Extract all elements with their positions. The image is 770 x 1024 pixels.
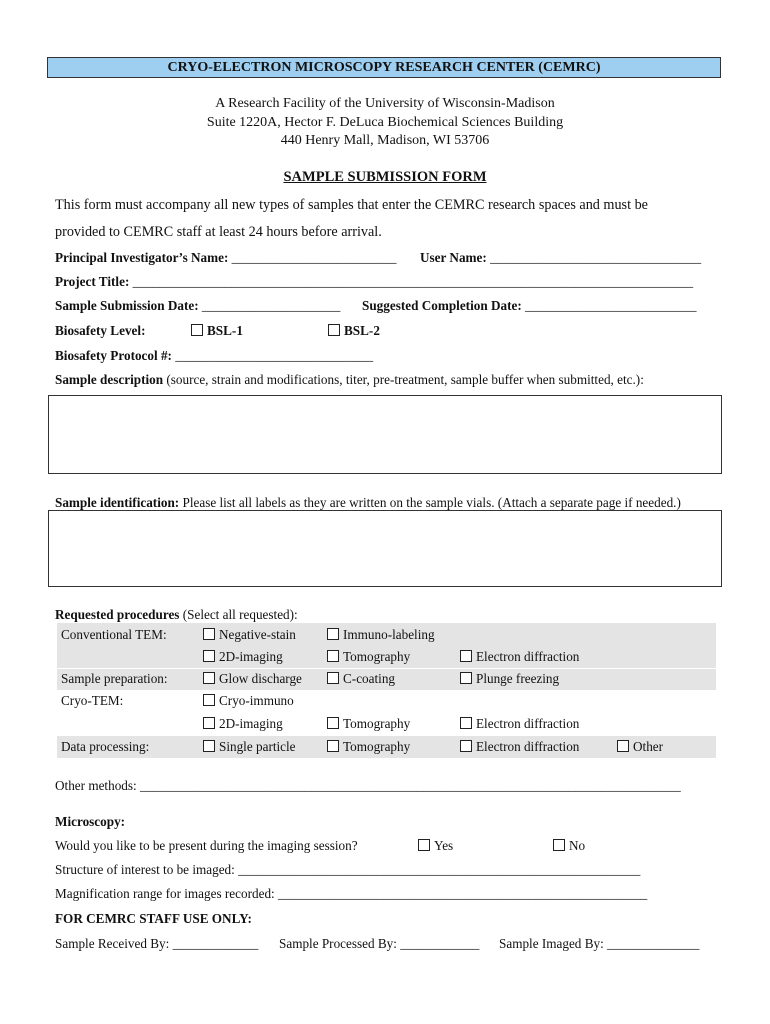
present-yes-checkbox[interactable] [418,839,430,851]
other-option[interactable] [617,739,663,755]
cryo-electron-diffraction-option[interactable] [460,716,579,732]
bsl-1-label: BSL-1 [207,323,243,338]
received-by-field[interactable] [55,936,258,952]
sample-preparation-label: Sample preparation: [61,671,168,686]
microscopy-heading: Microscopy: [55,814,126,829]
intro-line-1: This form must accompany all new types of samples that enter the CEMRC research spaces and must be [55,197,648,213]
sample-description-box[interactable] [48,395,722,474]
address-line-1: Suite 1220A, Hector F. DeLuca Biochemical Sciences Building [206,115,564,130]
single-particle-option[interactable] [203,739,296,755]
sample-description-label: Sample description [55,372,164,387]
dp-tomography-label: Tomography [343,739,411,754]
cryo-2d-imaging-checkbox[interactable] [203,717,215,729]
plunge-freezing-label: Plunge freezing [476,671,560,686]
intro-line-2: provided to CEMRC staff at least 24 hours before arrival. [55,224,382,240]
sample-identification-prompt [55,495,681,511]
conv-2d-imaging-label: 2D-imaging [219,649,283,664]
address-line-2: 440 Henry Mall, Madison, WI 53706 [280,133,490,148]
bsl-2-option[interactable] [328,323,380,339]
sample-identification-hint: Please list all labels as they are written on the sample vials. (Attach a separate page if needed.) [182,495,681,510]
other-methods-blank[interactable]: __________________________________________________________________________________ [139,778,681,793]
center-banner: CRYO-ELECTRON MICROSCOPY RESEARCH CENTER (CEMRC) [47,57,721,78]
single-particle-checkbox[interactable] [203,740,215,752]
negative-stain-checkbox[interactable] [203,628,215,640]
processed-by-label: Sample Processed By: [279,936,397,951]
pi-name-blank[interactable]: _________________________ [231,250,397,265]
conv-electron-diffraction-checkbox[interactable] [460,650,472,662]
conventional-tem-label: Conventional TEM: [61,627,167,642]
plunge-freezing-checkbox[interactable] [460,672,472,684]
conv-electron-diffraction-label: Electron diffraction [476,649,580,664]
immuno-labeling-checkbox[interactable] [327,628,339,640]
c-coating-option[interactable] [327,671,395,687]
cryo-2d-imaging-option[interactable] [203,716,283,732]
dp-electron-diffraction-label: Electron diffraction [476,739,580,754]
pi-name-field[interactable] [55,250,397,266]
glow-discharge-label: Glow discharge [219,671,302,686]
requested-procedures-label: Requested procedures [55,607,180,622]
cryo-electron-diffraction-checkbox[interactable] [460,717,472,729]
bsl-2-label: BSL-2 [344,323,380,338]
dp-electron-diffraction-checkbox[interactable] [460,740,472,752]
immuno-labeling-label: Immuno-labeling [343,627,435,642]
dp-tomography-option[interactable] [327,739,410,755]
conv-2d-imaging-option[interactable] [203,649,283,665]
present-no-option[interactable] [553,838,585,854]
bsl-1-checkbox[interactable] [191,324,203,336]
user-name-label: User Name: [420,250,487,265]
pi-name-label: Principal Investigator’s Name: [55,250,229,265]
user-name-field[interactable] [420,250,701,266]
immuno-labeling-option[interactable] [327,627,435,643]
biosafety-protocol-label: Biosafety Protocol #: [55,348,172,363]
sample-description-prompt [55,372,644,388]
processed-by-blank[interactable]: ____________ [400,936,480,951]
structure-label: Structure of interest to be imaged: [55,862,235,877]
magnification-field[interactable] [55,886,715,902]
other-label: Other [633,739,664,754]
plunge-freezing-option[interactable] [460,671,559,687]
conv-electron-diffraction-option[interactable] [460,649,579,665]
cryo-electron-diffraction-label: Electron diffraction [476,716,580,731]
affiliation-line: A Research Facility of the University of Wisconsin-Madison [215,96,555,111]
other-checkbox[interactable] [617,740,629,752]
bsl-2-checkbox[interactable] [328,324,340,336]
c-coating-label: C-coating [343,671,396,686]
imaged-by-blank[interactable]: ______________ [607,936,700,951]
dp-tomography-checkbox[interactable] [327,740,339,752]
received-by-label: Sample Received By: [55,936,170,951]
present-question: Would you like to be present during the imaging session? [55,838,358,853]
project-title-field[interactable] [55,274,715,290]
other-methods-label: Other methods: [55,778,137,793]
single-particle-label: Single particle [219,739,296,754]
imaged-by-label: Sample Imaged By: [499,936,604,951]
conv-tomography-label: Tomography [343,649,411,664]
imaged-by-field[interactable] [499,936,699,952]
negative-stain-label: Negative-stain [219,627,296,642]
completion-date-label: Suggested Completion Date: [362,298,522,313]
glow-discharge-checkbox[interactable] [203,672,215,684]
cryo-tem-label: Cryo-TEM: [61,693,124,708]
cryo-tomography-checkbox[interactable] [327,717,339,729]
cryo-tomography-label: Tomography [343,716,411,731]
structure-field[interactable] [55,862,715,878]
bsl-1-option[interactable] [191,323,243,339]
other-methods-field[interactable] [55,778,715,794]
completion-date-blank[interactable]: __________________________ [525,298,697,313]
sample-identification-label: Sample identification: [55,495,180,510]
biosafety-protocol-field[interactable] [55,348,373,364]
conv-2d-imaging-checkbox[interactable] [203,650,215,662]
received-by-blank[interactable]: _____________ [172,936,259,951]
project-title-blank[interactable]: _____________________________________________________________________________________ [132,274,694,289]
cryo-immuno-checkbox[interactable] [203,694,215,706]
submission-date-blank[interactable]: _____________________ [201,298,341,313]
c-coating-checkbox[interactable] [327,672,339,684]
conv-tomography-checkbox[interactable] [327,650,339,662]
structure-blank[interactable]: _____________________________________________________________ [238,862,641,877]
present-no-label: No [569,838,586,853]
present-yes-option[interactable] [418,838,453,854]
requested-procedures-hint: (Select all requested): [182,607,298,622]
cryo-immuno-option[interactable] [203,693,294,709]
present-no-checkbox[interactable] [553,839,565,851]
staff-use-heading: FOR CEMRC STAFF USE ONLY: [55,911,252,926]
cryo-2d-imaging-label: 2D-imaging [219,716,283,731]
dp-electron-diffraction-option[interactable] [460,739,579,755]
conv-tomography-option[interactable] [327,649,410,665]
submission-date-field[interactable] [55,298,340,314]
present-yes-label: Yes [434,838,454,853]
requested-procedures-heading [55,607,298,623]
cryo-immuno-label: Cryo-immuno [219,693,294,708]
negative-stain-option[interactable] [203,627,296,643]
user-name-blank[interactable]: ________________________________ [490,250,702,265]
biosafety-protocol-blank[interactable]: ______________________________ [175,348,374,363]
data-processing-label: Data processing: [61,739,150,754]
form-title: SAMPLE SUBMISSION FORM [283,169,487,185]
completion-date-field[interactable] [362,298,696,314]
sample-identification-box[interactable] [48,510,722,587]
sample-description-hint: (source, strain and modifications, titer, pre-treatment, sample buffer when submitted, etc.): [166,372,644,387]
glow-discharge-option[interactable] [203,671,302,687]
biosafety-level-label: Biosafety Level: [55,323,146,338]
cryo-tomography-option[interactable] [327,716,410,732]
processed-by-field[interactable] [279,936,479,952]
magnification-blank[interactable]: ________________________________________________________ [278,886,648,901]
magnification-label: Magnification range for images recorded: [55,886,275,901]
project-title-label: Project Title: [55,274,130,289]
submission-date-label: Sample Submission Date: [55,298,199,313]
